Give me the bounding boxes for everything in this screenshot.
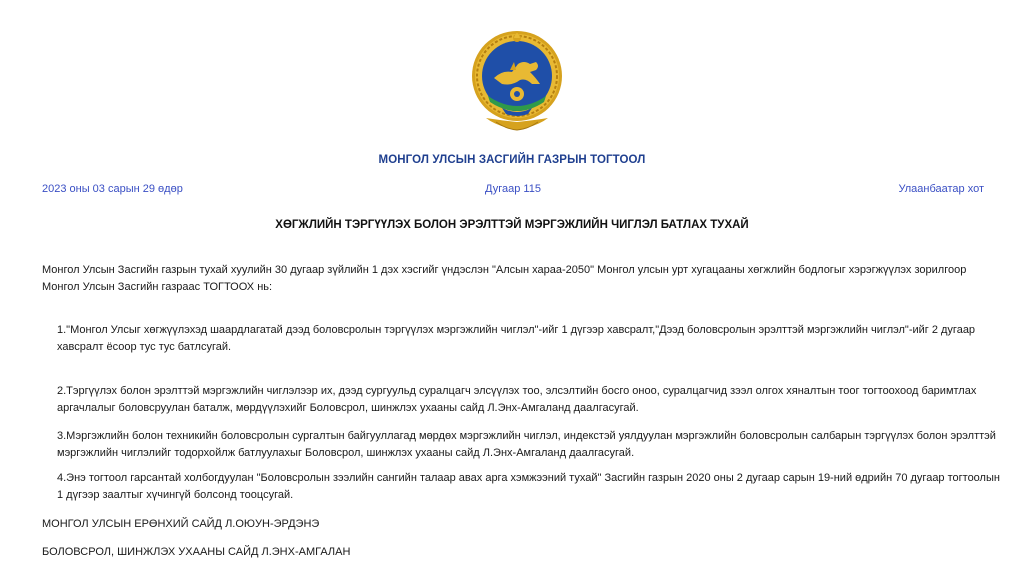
clause-3: 3.Мэргэжлийн болон техникийн боловсролын сургалтын байгууллагад мөрдөх мэргэжлийн чиглэл, индекстэй уялдуулан мэргэжлийн боловсролын салбарын тэргүүлэх болон эрэлттэй мэргэжлийн чиглэлийг тодорхойлж батлуулахыг Боловсрол, шинжлэх ухааны сайд Л.Энх-Амгаланд даалгасугай. xyxy=(57,430,996,459)
clause-4: 4.Энэ тогтоол гарсантай холбогдуулан "Боловсролын зээлийн сангийн талаар авах арга хэмжээний тухай" Засгийн газрын 2020 оны 2 дугаар сарын 19-ний өдрийн 70 дугаар тогтоолын 1 дүгээр заалтыг хүчингүй болсонд тооцсугай. xyxy=(57,472,1000,501)
government-resolution-title: МОНГОЛ УЛСЫН ЗАСГИЙН ГАЗРЫН ТОГТООЛ xyxy=(378,154,646,166)
resolution-city: Улаанбаатар хот xyxy=(898,183,984,195)
signature-education-minister: БОЛОВСРОЛ, ШИНЖЛЭХ УХААНЫ САЙД Л.ЭНХ-АМГАЛАН xyxy=(42,546,351,558)
signature-prime-minister: МОНГОЛ УЛСЫН ЕРӨНХИЙ САЙД Л.ОЮУН-ЭРДЭНЭ xyxy=(42,518,320,530)
resolution-meta-row xyxy=(42,183,984,197)
document-title: ХӨГЖЛИЙН ТЭРГҮҮЛЭХ БОЛОН ЭРЭЛТТЭЙ МЭРГЭЖЛИЙН ЧИГЛЭЛ БАТЛАХ ТУХАЙ xyxy=(275,219,749,231)
clause-2: 2.Тэргүүлэх болон эрэлттэй мэргэжлийн чиглэлээр их, дээд сургуульд суралцагч элсүүлэх тоо, элсэлтийн босго оноо, суралцагчид зээл олгох хяналтын тоог тогтоохоод баримтлах аргачлалыг боловсруулан баталж, мөрдүүлэхийг Боловсрол, шинжлэх ухааны сайд Л.Энх-Амгаланд даалгасугай. xyxy=(57,385,977,414)
resolution-date: 2023 оны 03 сарын 29 өдөр xyxy=(42,183,183,195)
resolution-number: Дугаар 115 xyxy=(485,183,541,195)
clause-1: 1."Монгол Улсыг хөгжүүлэхэд шаардлагатай дээд боловсролын тэргүүлэх мэргэжлийн чиглэл"-ийг 1 дүгээр хавсралт,"Дээд боловсролын эрэлттэй мэргэжлийн чиглэл"-ийг 2 дугаар хавсралт ёсоор тус тус батлсугай. xyxy=(57,324,976,353)
intro-paragraph: Монгол Улсын Засгийн газрын тухай хуулийн 30 дугаар зүйлийн 1 дэх хэсгийг үндэслэн "Алсын хараа-2050" Монгол улсын урт хугацааны хөгжлийн бодлогыг хэрэгжүүлэх зорилгоор Монгол Улсын Засгийн газраас ТОГТООХ нь: xyxy=(42,264,967,293)
mongolia-state-emblem-icon xyxy=(466,26,568,132)
